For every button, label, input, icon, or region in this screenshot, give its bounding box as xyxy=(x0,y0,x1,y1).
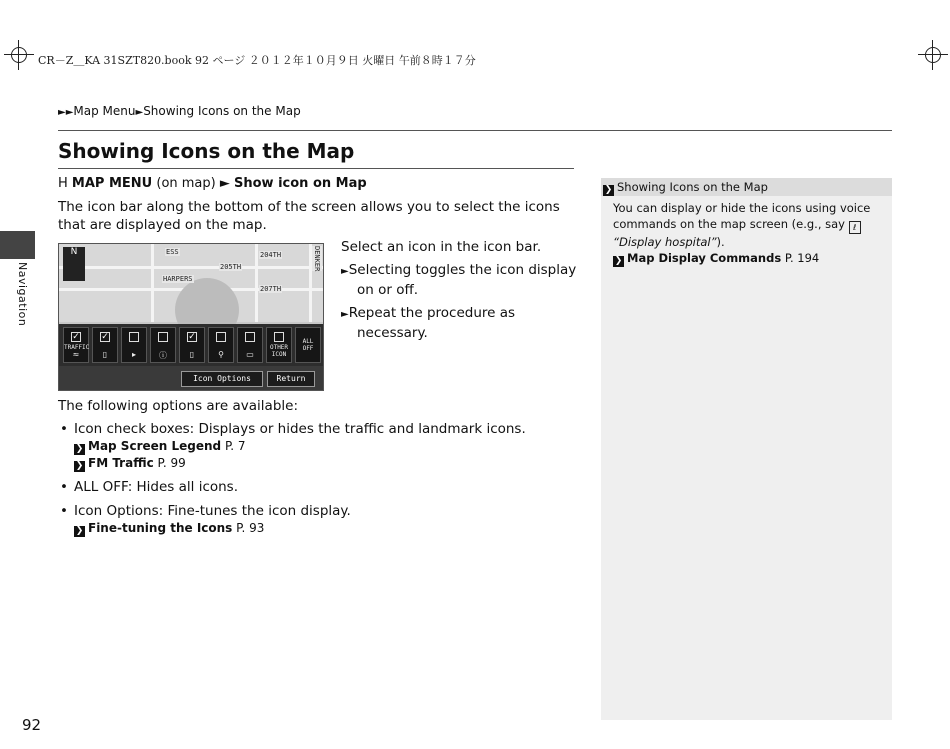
icon-options-button[interactable]: Icon Options xyxy=(181,371,263,387)
street-label: ESS xyxy=(166,248,179,256)
cross-reference-link[interactable]: ❯ FM Traffic P. 99 xyxy=(75,456,186,471)
option-item xyxy=(58,478,578,496)
option-term: Icon Options xyxy=(74,503,159,519)
bullet-icon: • xyxy=(60,421,68,437)
landmark-icon-toggle[interactable]: ✓ ▯ xyxy=(179,327,205,363)
breadcrumb xyxy=(58,104,301,118)
street-label: DENKER xyxy=(313,246,321,272)
traffic-icon-toggle[interactable]: ✓ TRAFFIC ≈ xyxy=(63,327,89,363)
bank-icon: ▭ xyxy=(246,350,254,359)
menu-arrow-icon: ► xyxy=(219,176,230,191)
cross-reference-link[interactable]: ❯ Map Screen Legend P. 7 xyxy=(75,439,246,454)
menu-path-context: (on map) xyxy=(152,176,220,191)
info-icon: ⓘ xyxy=(159,351,167,360)
option-item xyxy=(58,502,578,537)
section-tab xyxy=(0,231,35,259)
breadcrumb-current: Showing Icons on the Map xyxy=(143,104,301,118)
return-button[interactable]: Return xyxy=(267,371,315,387)
step-arrow-icon: ► xyxy=(341,266,349,277)
page-number: 92 xyxy=(22,716,42,734)
menu-path xyxy=(58,176,367,191)
compass-icon[interactable]: N xyxy=(63,247,85,281)
step-note: Selecting toggles the icon display on or off. xyxy=(348,262,577,298)
option-term: ALL OFF xyxy=(74,479,128,495)
print-header: CR－Z＿KA 31SZT820.book 92 ページ ２０１２年１０月９日 火曜日 午前８時１７分 xyxy=(38,54,476,67)
option-item xyxy=(58,420,578,472)
landmark-icon: ▯ xyxy=(102,350,108,359)
step-arrow-icon: ► xyxy=(341,309,349,320)
crop-mark-left xyxy=(4,40,34,70)
page-title: Showing Icons on the Map xyxy=(58,139,355,163)
landmark-icon-toggle[interactable] xyxy=(150,327,176,363)
street-label: 207TH xyxy=(260,285,282,293)
street-label: HARPERS xyxy=(163,275,193,283)
icon-bar xyxy=(59,324,324,366)
street-label: 205TH xyxy=(220,263,242,271)
crop-mark-right xyxy=(918,40,948,70)
map-screenshot xyxy=(58,243,324,391)
procedure-steps xyxy=(341,238,581,347)
talk-button-icon: ℓ xyxy=(849,221,861,234)
landmark-icon-toggle[interactable] xyxy=(208,327,234,363)
step-note: Repeat the procedure as necessary. xyxy=(348,305,516,341)
voice-command: “Display hospital” xyxy=(613,235,717,249)
reference-icon: ❯ xyxy=(75,526,84,536)
reference-icon: ❯ xyxy=(604,185,613,195)
step-text: Select an icon in the icon bar. xyxy=(341,239,542,255)
bullet-icon: • xyxy=(60,503,68,519)
option-term: Icon check boxes xyxy=(74,421,190,437)
reference-icon: ❯ xyxy=(75,461,84,471)
side-note-header: ❯ Showing Icons on the Map xyxy=(601,178,892,196)
map-area xyxy=(59,244,324,322)
restaurant-icon: ⚲ xyxy=(218,350,224,359)
option-desc: : Displays or hides the traffic and landmark icons. xyxy=(189,421,526,437)
reference-icon: ❯ xyxy=(75,444,84,454)
landmark-icon-toggle[interactable] xyxy=(121,327,147,363)
breadcrumb-arrow-icon: ►► xyxy=(58,107,74,118)
street-label: 204TH xyxy=(260,251,282,259)
other-icon-toggle[interactable]: OTHER ICON xyxy=(266,327,292,363)
intro-text: The icon bar along the bottom of the screen allows you to select the icons that are displayed on the map. xyxy=(58,199,560,233)
side-note-body: You can display or hide the icons using voice commands on the map screen (e.g., say ℓ “Display hospital”). ❯ Map Display Commands P. 194 xyxy=(613,200,883,267)
landmark-icon-toggle[interactable]: ✓ ▯ xyxy=(92,327,118,363)
cross-reference-link[interactable]: ❯ Fine-tuning the Icons P. 93 xyxy=(75,521,265,536)
reference-icon: ❯ xyxy=(614,256,623,266)
landmark-icon-toggle[interactable] xyxy=(237,327,263,363)
option-desc: : Hides all icons. xyxy=(127,479,239,495)
breadcrumb-separator-icon: ► xyxy=(135,107,144,118)
cross-reference-link[interactable]: ❯ Map Display Commands P. 194 xyxy=(614,251,820,266)
traffic-icon: ≈ xyxy=(72,350,80,359)
header-rule xyxy=(58,130,892,131)
screenshot-button-bar xyxy=(59,366,324,391)
breadcrumb-parent[interactable]: Map Menu xyxy=(73,104,136,118)
options-list xyxy=(58,420,578,543)
all-off-button[interactable]: ALL OFF xyxy=(295,327,321,363)
menu-path-target: Show icon on Map xyxy=(234,176,367,191)
title-rule xyxy=(58,168,574,169)
option-desc: : Fine-tunes the icon display. xyxy=(158,503,351,519)
home-icon: H xyxy=(58,176,68,191)
bullet-icon: • xyxy=(60,479,68,495)
section-label: Navigation xyxy=(16,262,29,327)
fuel-icon: ▯ xyxy=(189,350,195,359)
flag-icon: ▸ xyxy=(131,350,136,359)
menu-path-menu: MAP MENU xyxy=(71,176,153,191)
options-intro: The following options are available: xyxy=(58,398,299,414)
